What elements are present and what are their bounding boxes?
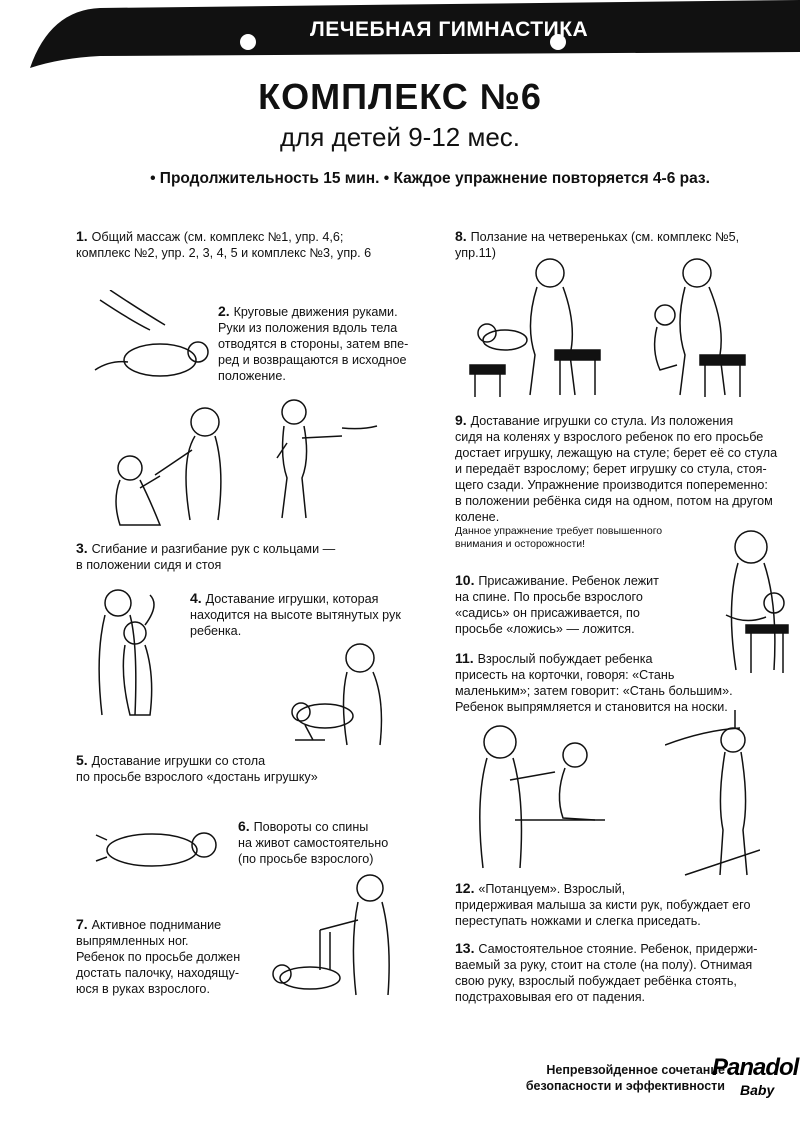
exercise-line: отводятся в стороны, затем впе- (218, 337, 409, 351)
exercise-12 (455, 880, 795, 929)
exercise-line: (по просьбе взрослого) (238, 852, 374, 866)
exercise-6 (238, 818, 418, 867)
info-line: • Продолжительность 15 мин. • Каждое упражнение повторяется 4-6 раз. (150, 170, 710, 187)
illustration-massage (90, 290, 210, 390)
exercise-5 (76, 752, 396, 785)
footer-line-1: Непревзойденное сочетание (546, 1063, 725, 1077)
exercise-number: 7. (76, 916, 92, 932)
illustration-squat (465, 720, 605, 870)
exercise-line: 6. Повороты со спины (238, 818, 369, 834)
exercise-line: ред и возвращаются в исходное (218, 353, 407, 367)
exercise-line: колене. (455, 510, 500, 524)
illustration-leg-raise (270, 870, 395, 1000)
exercise-2 (218, 303, 438, 384)
exercise-number: 9. (455, 412, 471, 428)
exercise-line: 11. Взрослый побуждает ребенка (455, 650, 653, 666)
logo-sub: Baby (740, 1082, 775, 1098)
exercise-line: Ребенок выпрямляется и становится на носки. (455, 700, 728, 714)
exercise-line: 9. Доставание игрушки со стула. Из положения (455, 412, 734, 428)
exercise-number: 13. (455, 940, 479, 956)
page-subtitle: для детей 9-12 мес. (279, 122, 521, 152)
exercise-number: 5. (76, 752, 92, 768)
exercise-line: достать палочку, находящу- (76, 966, 240, 980)
exercise-line: на живот самостоятельно (238, 836, 389, 850)
exercise-3 (76, 540, 396, 573)
illustration-rings-sitting (100, 400, 230, 530)
illustration-reach-table (285, 640, 395, 750)
exercise-number: 10. (455, 572, 479, 588)
exercise-line: и передаёт взрослому; берет игрушку со стула, стоя- (455, 462, 767, 476)
exercise-number: 12. (455, 880, 479, 896)
banner-title: ЛЕЧЕБНАЯ ГИМНАСТИКА (310, 18, 589, 41)
exercise-line: на спине. По просьбе взрослого (455, 590, 643, 604)
page-title: КОМПЛЕКС №6 (258, 76, 542, 117)
exercise-line: маленьким»; затем говорит: «Стань большим». (455, 684, 733, 698)
exercise-line: ребенка. (190, 624, 242, 638)
footer-slogan (470, 1062, 725, 1094)
exercise-line: Руки из положения вдоль тела (218, 321, 398, 335)
illustration-sit-up (696, 525, 796, 675)
exercise-line: придерживая малыша за кисти рук, побуждает его (455, 898, 751, 912)
exercise-number: 2. (218, 303, 234, 319)
exercise-line: просьбе «ложись» — ложится. (455, 622, 635, 636)
exercise-line: в положении ребёнка сидя на одном, потом на другом (455, 494, 773, 508)
exercise-number: 8. (455, 228, 471, 244)
exercise-line: ваемый за руку, стоит на столе (на полу). Отнимая (455, 958, 753, 972)
exercise-line: 4. Доставание игрушки, которая (190, 590, 379, 606)
exercise-line: свою руку, взрослый побуждает ребёнка стоять, (455, 974, 737, 988)
exercise-line: 7. Активное поднимание (76, 916, 222, 932)
footer-line-2: безопасности и эффективности (525, 1079, 725, 1093)
exercise-number: 3. (76, 540, 92, 556)
illustration-stand-tall (665, 700, 760, 878)
exercise-line: 1. Общий массаж (см. комплекс №1, упр. 4,6; (76, 228, 344, 244)
exercise-13 (455, 940, 795, 1005)
exercise-line: 12. «Потанцуем». Взрослый, (455, 880, 626, 896)
exercise-line: 13. Самостоятельное стояние. Ребенок, придержи- (455, 940, 758, 956)
illustration-crawling (465, 255, 800, 405)
exercise-line: выпрямленных ног. (76, 934, 189, 948)
exercise-line: упр.11) (455, 246, 496, 260)
exercise-line: 2. Круговые движения руками. (218, 303, 398, 319)
exercise-4 (190, 590, 430, 639)
exercise-number: 4. (190, 590, 206, 606)
exercise-line: подстраховывая его от падения. (455, 990, 646, 1004)
exercise-line: в положении сидя и стоя (76, 558, 222, 572)
panadol-baby-logo (712, 1054, 799, 1114)
exercise-line: сидя на коленях у взрослого ребенок по его просьбе (455, 430, 764, 444)
exercise-line: 3. Сгибание и разгибание рук с кольцами — (76, 540, 336, 556)
exercise-note: внимания и осторожности! (455, 538, 586, 550)
exercise-line: находится на высоте вытянутых рук (190, 608, 401, 622)
illustration-reach-up (90, 585, 190, 720)
punch-hole (240, 34, 256, 50)
exercise-7 (76, 916, 266, 997)
exercise-number: 1. (76, 228, 92, 244)
exercise-line: щего сзади. Упражнение производится попеременно: (455, 478, 768, 492)
exercise-10 (455, 572, 695, 637)
exercise-number: 11. (455, 650, 478, 666)
exercise-line: 8. Ползание на четвереньках (см. комплекс №5, (455, 228, 740, 244)
exercise-note: Данное упражнение требует повышенного (455, 525, 663, 537)
exercise-line: Ребенок по просьбе должен (76, 950, 241, 964)
illustration-rings-standing (262, 398, 382, 523)
illustration-roll-over (92, 815, 222, 875)
exercise-line: «садись» он присаживается, по (455, 606, 640, 620)
exercise-line: комплекс №2, упр. 2, 3, 4, 5 и комплекс №3, упр. 6 (76, 246, 372, 260)
exercise-line: 10. Присаживание. Ребенок лежит (455, 572, 659, 588)
exercise-1 (76, 228, 436, 261)
exercise-line: положение. (218, 369, 286, 383)
exercise-number: 6. (238, 818, 254, 834)
exercise-line: переступать ножками и слегка приседать. (455, 914, 701, 928)
exercise-line: 5. Доставание игрушки со стола (76, 752, 266, 768)
exercise-line: достает игрушку, лежащую на стуле; берет её со стула (455, 446, 778, 460)
top-banner (30, 0, 800, 68)
logo-brand: Panadol (712, 1054, 799, 1081)
exercise-line: присесть на корточки, говоря: «Стань (455, 668, 675, 682)
exercise-line: по просьбе взрослого «достань игрушку» (76, 770, 318, 784)
exercise-line: юся в руках взрослого. (76, 982, 210, 996)
